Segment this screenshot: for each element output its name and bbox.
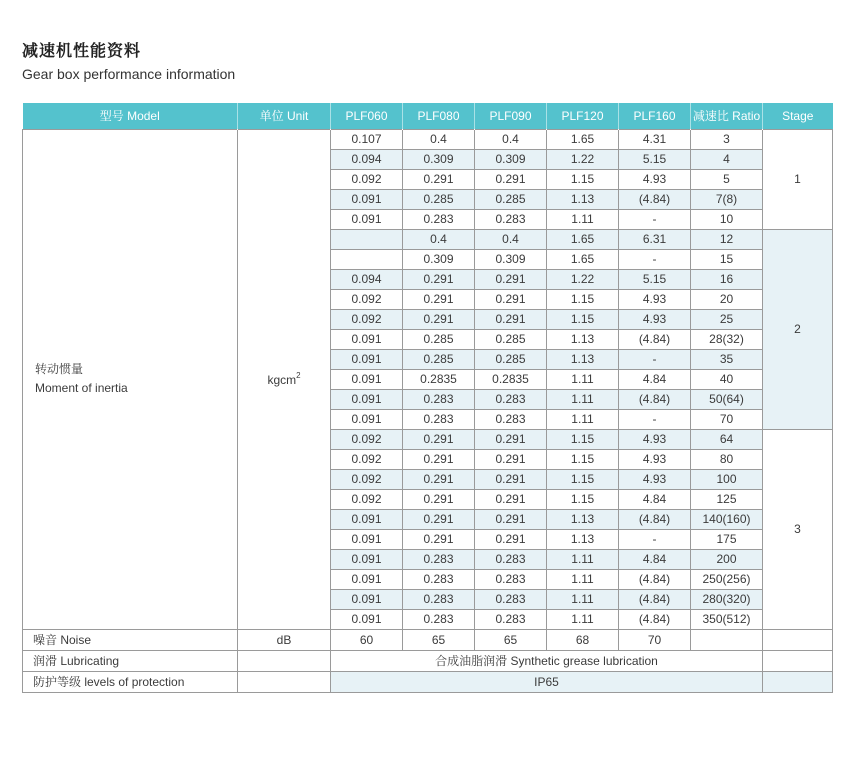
cell-plf090: 0.291: [475, 269, 547, 289]
cell-plf120: 1.22: [547, 269, 619, 289]
cell-ratio: 15: [691, 249, 763, 269]
cell-plf060: [331, 249, 403, 269]
cell-plf090: 0.309: [475, 149, 547, 169]
cell-plf080: 0.291: [403, 469, 475, 489]
inertia-label-en: Moment of inertia: [35, 381, 128, 395]
inertia-label-zh: 转动惯量: [35, 362, 84, 377]
stage-cell: 1: [763, 129, 833, 229]
noise-ratio-empty-cell: [691, 629, 763, 650]
cell-plf080: 0.291: [403, 269, 475, 289]
cell-ratio: 80: [691, 449, 763, 469]
noise-unit: dB: [238, 629, 331, 650]
cell-ratio: 64: [691, 429, 763, 449]
cell-ratio: 4: [691, 149, 763, 169]
cell-plf120: 1.11: [547, 569, 619, 589]
cell-plf080: 0.283: [403, 609, 475, 629]
cell-plf120: 1.65: [547, 129, 619, 149]
cell-plf160: -: [619, 349, 691, 369]
cell-plf060: 0.091: [331, 569, 403, 589]
cell-ratio: 35: [691, 349, 763, 369]
protection-row: [23, 671, 833, 692]
col-header-plf120: PLF120: [547, 103, 619, 129]
inertia-label-cell: [23, 129, 238, 629]
cell-ratio: 7(8): [691, 189, 763, 209]
inertia-unit-cell: [238, 129, 331, 629]
cell-plf120: 1.11: [547, 549, 619, 569]
cell-plf060: 0.091: [331, 329, 403, 349]
cell-plf080: 0.291: [403, 529, 475, 549]
cell-plf160: -: [619, 209, 691, 229]
col-header-plf060: PLF060: [331, 103, 403, 129]
cell-plf120: 1.22: [547, 149, 619, 169]
cell-ratio: 100: [691, 469, 763, 489]
cell-ratio: 5: [691, 169, 763, 189]
cell-plf060: 0.091: [331, 209, 403, 229]
cell-ratio: 20: [691, 289, 763, 309]
cell-plf120: 1.15: [547, 289, 619, 309]
noise-value: 65: [475, 629, 547, 650]
cell-plf080: 0.291: [403, 449, 475, 469]
cell-ratio: 50(64): [691, 389, 763, 409]
col-header-plf090: PLF090: [475, 103, 547, 129]
cell-plf080: 0.291: [403, 309, 475, 329]
cell-plf060: 0.092: [331, 489, 403, 509]
cell-plf160: 4.31: [619, 129, 691, 149]
cell-plf060: 0.091: [331, 529, 403, 549]
cell-plf120: 1.13: [547, 529, 619, 549]
cell-plf090: 0.283: [475, 389, 547, 409]
cell-plf120: 1.13: [547, 329, 619, 349]
cell-plf080: 0.291: [403, 169, 475, 189]
cell-plf120: 1.15: [547, 309, 619, 329]
cell-plf120: 1.65: [547, 229, 619, 249]
cell-ratio: 25: [691, 309, 763, 329]
cell-plf090: 0.283: [475, 549, 547, 569]
page-title-zh: 减速机性能资料: [22, 43, 142, 60]
noise-value: 65: [403, 629, 475, 650]
cell-plf090: 0.291: [475, 289, 547, 309]
cell-plf090: 0.291: [475, 169, 547, 189]
cell-plf160: (4.84): [619, 569, 691, 589]
cell-plf160: 4.84: [619, 369, 691, 389]
cell-plf160: 4.93: [619, 469, 691, 489]
cell-plf120: 1.13: [547, 349, 619, 369]
cell-ratio: 10: [691, 209, 763, 229]
cell-plf160: 5.15: [619, 149, 691, 169]
cell-plf080: 0.283: [403, 389, 475, 409]
cell-plf060: 0.091: [331, 389, 403, 409]
protection-stage-empty-cell: [763, 671, 833, 692]
cell-plf160: (4.84): [619, 609, 691, 629]
cell-plf090: 0.283: [475, 589, 547, 609]
cell-plf060: 0.091: [331, 509, 403, 529]
protection-unit-empty-cell: [238, 671, 331, 692]
noise-value: 70: [619, 629, 691, 650]
page: [0, 38, 847, 693]
cell-plf060: 0.091: [331, 549, 403, 569]
cell-plf160: 6.31: [619, 229, 691, 249]
cell-plf060: 0.091: [331, 189, 403, 209]
cell-plf080: 0.283: [403, 589, 475, 609]
cell-plf120: 1.11: [547, 609, 619, 629]
lubricating-row: [23, 650, 833, 671]
cell-ratio: 350(512): [691, 609, 763, 629]
cell-plf080: 0.283: [403, 549, 475, 569]
cell-plf090: 0.291: [475, 429, 547, 449]
cell-plf120: 1.15: [547, 489, 619, 509]
cell-ratio: 3: [691, 129, 763, 149]
cell-plf060: 0.092: [331, 449, 403, 469]
cell-plf160: -: [619, 529, 691, 549]
cell-plf120: 1.11: [547, 409, 619, 429]
cell-ratio: 280(320): [691, 589, 763, 609]
cell-plf090: 0.283: [475, 409, 547, 429]
cell-plf090: 0.291: [475, 489, 547, 509]
cell-ratio: 175: [691, 529, 763, 549]
cell-plf060: 0.092: [331, 169, 403, 189]
cell-plf090: 0.285: [475, 349, 547, 369]
cell-plf060: 0.092: [331, 469, 403, 489]
cell-plf080: 0.2835: [403, 369, 475, 389]
cell-plf080: 0.285: [403, 329, 475, 349]
cell-ratio: 12: [691, 229, 763, 249]
protection-value: IP65: [331, 671, 763, 692]
cell-plf120: 1.11: [547, 589, 619, 609]
cell-plf160: 4.93: [619, 429, 691, 449]
cell-plf160: (4.84): [619, 509, 691, 529]
col-header-plf080: PLF080: [403, 103, 475, 129]
lubricating-stage-empty-cell: [763, 650, 833, 671]
cell-plf060: 0.094: [331, 149, 403, 169]
cell-plf120: 1.15: [547, 169, 619, 189]
cell-plf160: (4.84): [619, 329, 691, 349]
cell-plf160: 4.93: [619, 309, 691, 329]
protection-label: 防护等级 levels of protection: [23, 671, 238, 692]
unit-text: kgcm: [267, 372, 297, 387]
cell-plf090: 0.283: [475, 209, 547, 229]
unit-superscript: 2: [296, 370, 301, 380]
col-header-unit: 单位 Unit: [238, 103, 331, 129]
noise-stage-empty-cell: [763, 629, 833, 650]
cell-plf160: (4.84): [619, 389, 691, 409]
cell-plf090: 0.285: [475, 329, 547, 349]
cell-plf160: 4.93: [619, 169, 691, 189]
cell-plf060: 0.091: [331, 349, 403, 369]
data-row: [23, 129, 833, 149]
cell-plf090: 0.285: [475, 189, 547, 209]
cell-plf120: 1.11: [547, 389, 619, 409]
noise-row: [23, 629, 833, 650]
cell-plf120: 1.11: [547, 369, 619, 389]
cell-plf080: 0.309: [403, 249, 475, 269]
cell-plf090: 0.291: [475, 449, 547, 469]
cell-ratio: 40: [691, 369, 763, 389]
cell-plf090: 0.2835: [475, 369, 547, 389]
cell-ratio: 140(160): [691, 509, 763, 529]
cell-ratio: 125: [691, 489, 763, 509]
noise-value: 60: [331, 629, 403, 650]
cell-plf060: 0.091: [331, 409, 403, 429]
cell-plf090: 0.4: [475, 229, 547, 249]
cell-plf160: 5.15: [619, 269, 691, 289]
cell-ratio: 70: [691, 409, 763, 429]
cell-plf080: 0.285: [403, 349, 475, 369]
cell-plf120: 1.11: [547, 209, 619, 229]
stage-cell: 2: [763, 229, 833, 429]
cell-plf080: 0.4: [403, 229, 475, 249]
performance-table: [22, 103, 833, 693]
cell-plf120: 1.15: [547, 449, 619, 469]
cell-plf060: 0.094: [331, 269, 403, 289]
cell-plf080: 0.283: [403, 409, 475, 429]
cell-plf120: 1.65: [547, 249, 619, 269]
cell-plf080: 0.4: [403, 129, 475, 149]
cell-plf090: 0.283: [475, 609, 547, 629]
header-row: [23, 103, 833, 129]
cell-plf060: [331, 229, 403, 249]
cell-plf120: 1.15: [547, 469, 619, 489]
col-header-ratio: 减速比 Ratio: [691, 103, 763, 129]
cell-plf120: 1.13: [547, 509, 619, 529]
cell-plf080: 0.285: [403, 189, 475, 209]
cell-plf080: 0.291: [403, 509, 475, 529]
stage-cell: 3: [763, 429, 833, 629]
cell-plf160: -: [619, 409, 691, 429]
cell-plf080: 0.283: [403, 209, 475, 229]
lubricating-label: 润滑 Lubricating: [23, 650, 238, 671]
cell-ratio: 16: [691, 269, 763, 289]
cell-plf160: -: [619, 249, 691, 269]
cell-plf160: (4.84): [619, 589, 691, 609]
cell-plf160: (4.84): [619, 189, 691, 209]
cell-plf060: 0.091: [331, 589, 403, 609]
lubricating-value: 合成油脂润滑 Synthetic grease lubrication: [331, 650, 763, 671]
cell-plf090: 0.283: [475, 569, 547, 589]
cell-plf060: 0.092: [331, 429, 403, 449]
cell-plf120: 1.13: [547, 189, 619, 209]
cell-plf080: 0.291: [403, 289, 475, 309]
cell-plf060: 0.107: [331, 129, 403, 149]
cell-plf060: 0.091: [331, 369, 403, 389]
cell-ratio: 250(256): [691, 569, 763, 589]
cell-plf160: 4.84: [619, 549, 691, 569]
cell-plf080: 0.309: [403, 149, 475, 169]
cell-plf090: 0.291: [475, 529, 547, 549]
cell-plf090: 0.291: [475, 309, 547, 329]
cell-ratio: 200: [691, 549, 763, 569]
cell-plf060: 0.091: [331, 609, 403, 629]
cell-ratio: 28(32): [691, 329, 763, 349]
cell-plf060: 0.092: [331, 289, 403, 309]
cell-plf080: 0.291: [403, 429, 475, 449]
cell-plf090: 0.4: [475, 129, 547, 149]
noise-label: 噪音 Noise: [23, 629, 238, 650]
col-header-plf160: PLF160: [619, 103, 691, 129]
cell-plf160: 4.93: [619, 449, 691, 469]
page-title-en: Gear box performance information: [22, 66, 236, 82]
cell-plf160: 4.84: [619, 489, 691, 509]
cell-plf060: 0.092: [331, 309, 403, 329]
cell-plf090: 0.309: [475, 249, 547, 269]
col-header-model: 型号 Model: [23, 103, 238, 129]
cell-plf120: 1.15: [547, 429, 619, 449]
cell-plf080: 0.291: [403, 489, 475, 509]
col-header-stage: Stage: [763, 103, 833, 129]
cell-plf090: 0.291: [475, 469, 547, 489]
cell-plf090: 0.291: [475, 509, 547, 529]
noise-value: 68: [547, 629, 619, 650]
lubricating-unit-empty-cell: [238, 650, 331, 671]
cell-plf080: 0.283: [403, 569, 475, 589]
cell-plf160: 4.93: [619, 289, 691, 309]
